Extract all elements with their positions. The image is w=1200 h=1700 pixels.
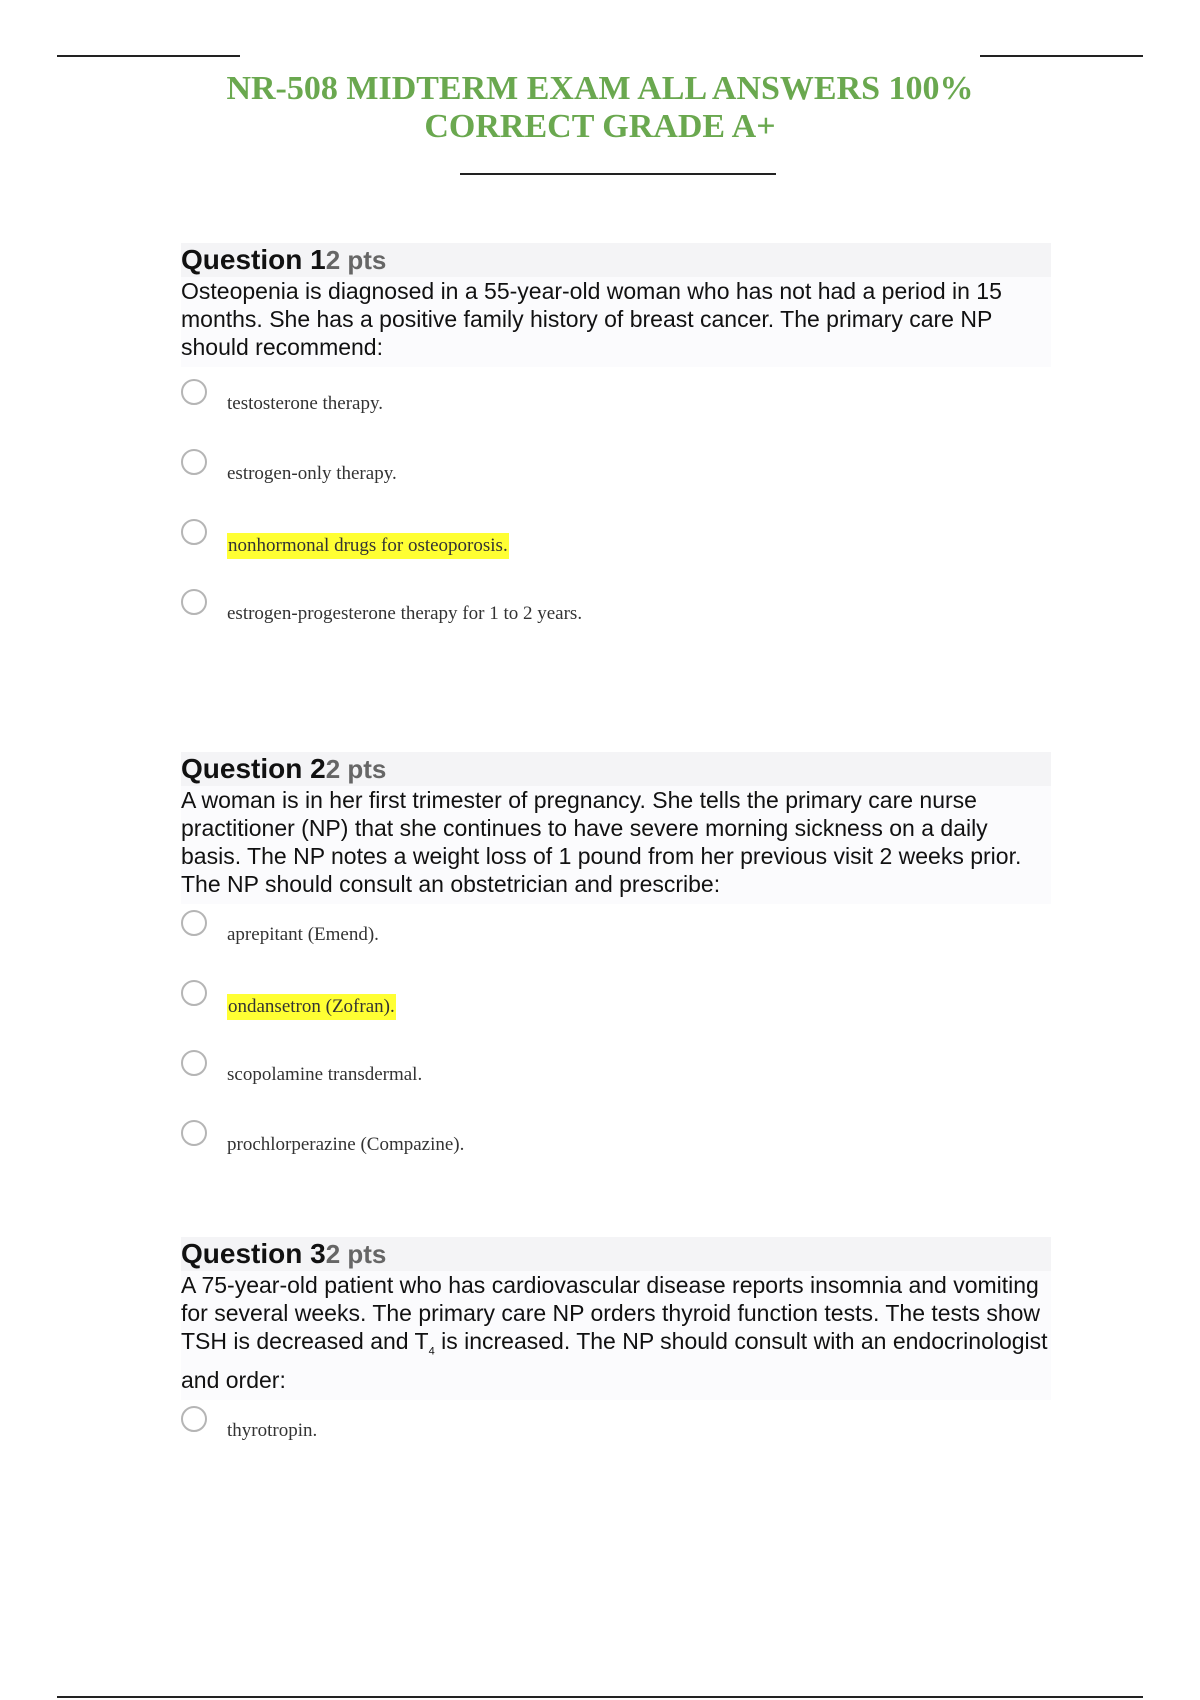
top-right-rule xyxy=(980,55,1143,57)
answer-label: thyrotropin. xyxy=(227,1419,318,1441)
answer-label-highlighted: nonhormonal drugs for osteoporosis. xyxy=(227,533,509,559)
answer-label: testosterone therapy. xyxy=(227,393,383,414)
question-header xyxy=(181,243,1051,277)
question-2 xyxy=(181,752,1051,1182)
radio-button[interactable] xyxy=(181,449,207,475)
answer-option[interactable] xyxy=(181,581,1051,651)
radio-button[interactable] xyxy=(181,1120,207,1146)
answer-label: scopolamine transdermal. xyxy=(227,1064,423,1085)
answer-option[interactable] xyxy=(181,902,1051,972)
answer-label: prochlorperazine (Compazine). xyxy=(227,1134,465,1155)
question-text: Osteopenia is diagnosed in a 55-year-old woman who has not had a period in 15 months. She has a positive family history of breast cancer. The primary care NP should recommend: xyxy=(181,277,1051,367)
question-points: 2 pts xyxy=(325,754,387,784)
answer-option[interactable] xyxy=(181,1042,1051,1112)
question-title xyxy=(181,754,386,784)
radio-button[interactable] xyxy=(181,1406,207,1432)
question-text-part-1: A 75-year-old patient who has cardiovascular disease reports insomnia and vomiting for several weeks. The primary care NP orders thyroid function tests. The tests show TSH is decreased and T xyxy=(181,1272,1041,1354)
answer-option[interactable] xyxy=(181,972,1051,1042)
answer-option[interactable] xyxy=(181,371,1051,441)
question-label: Question 3 xyxy=(181,1238,326,1269)
answer-label-highlighted: ondansetron (Zofran). xyxy=(227,994,396,1020)
radio-button[interactable] xyxy=(181,379,207,405)
radio-button[interactable] xyxy=(181,589,207,615)
answer-label: estrogen-progesterone therapy for 1 to 2 years. xyxy=(227,603,583,624)
title-line-2: CORRECT GRADE A+ xyxy=(424,108,776,145)
answer-option[interactable] xyxy=(181,1398,1051,1468)
question-title xyxy=(181,245,386,275)
title-line-1: NR-508 MIDTERM EXAM ALL ANSWERS 100% xyxy=(226,70,974,107)
radio-button[interactable] xyxy=(181,980,207,1006)
question-points: 2 pts xyxy=(325,245,387,275)
radio-button[interactable] xyxy=(181,519,207,545)
radio-button[interactable] xyxy=(181,910,207,936)
subscript: 4 xyxy=(428,1345,435,1358)
title-underline xyxy=(460,173,776,175)
question-text: A woman is in her first trimester of pregnancy. She tells the primary care nurse practitioner (NP) that she continues to have severe morning sickness on a daily basis. The NP notes a weight loss of 1 pound from her previous visit 2 weeks prior. The NP should consult an obstetrician and prescribe: xyxy=(181,786,1051,904)
answer-label: estrogen-only therapy. xyxy=(227,463,397,484)
bottom-rule xyxy=(57,1696,1143,1698)
question-header xyxy=(181,752,1051,786)
question-points: 2 pts xyxy=(325,1239,387,1269)
question-3 xyxy=(181,1237,1051,1468)
document-title xyxy=(0,70,1200,146)
answer-option[interactable] xyxy=(181,511,1051,581)
question-text-part-2: is increased. The NP should consult with an endocrinologist and order: xyxy=(181,1328,1048,1393)
answer-option[interactable] xyxy=(181,441,1051,511)
question-label: Question 1 xyxy=(181,244,326,275)
answer-option[interactable] xyxy=(181,1112,1051,1182)
question-label: Question 2 xyxy=(181,753,326,784)
top-left-rule xyxy=(57,55,240,57)
question-text xyxy=(181,1271,1051,1400)
answer-label: aprepitant (Emend). xyxy=(227,924,379,945)
question-1 xyxy=(181,243,1051,651)
radio-button[interactable] xyxy=(181,1050,207,1076)
question-header xyxy=(181,1237,1051,1271)
question-title xyxy=(181,1239,386,1269)
